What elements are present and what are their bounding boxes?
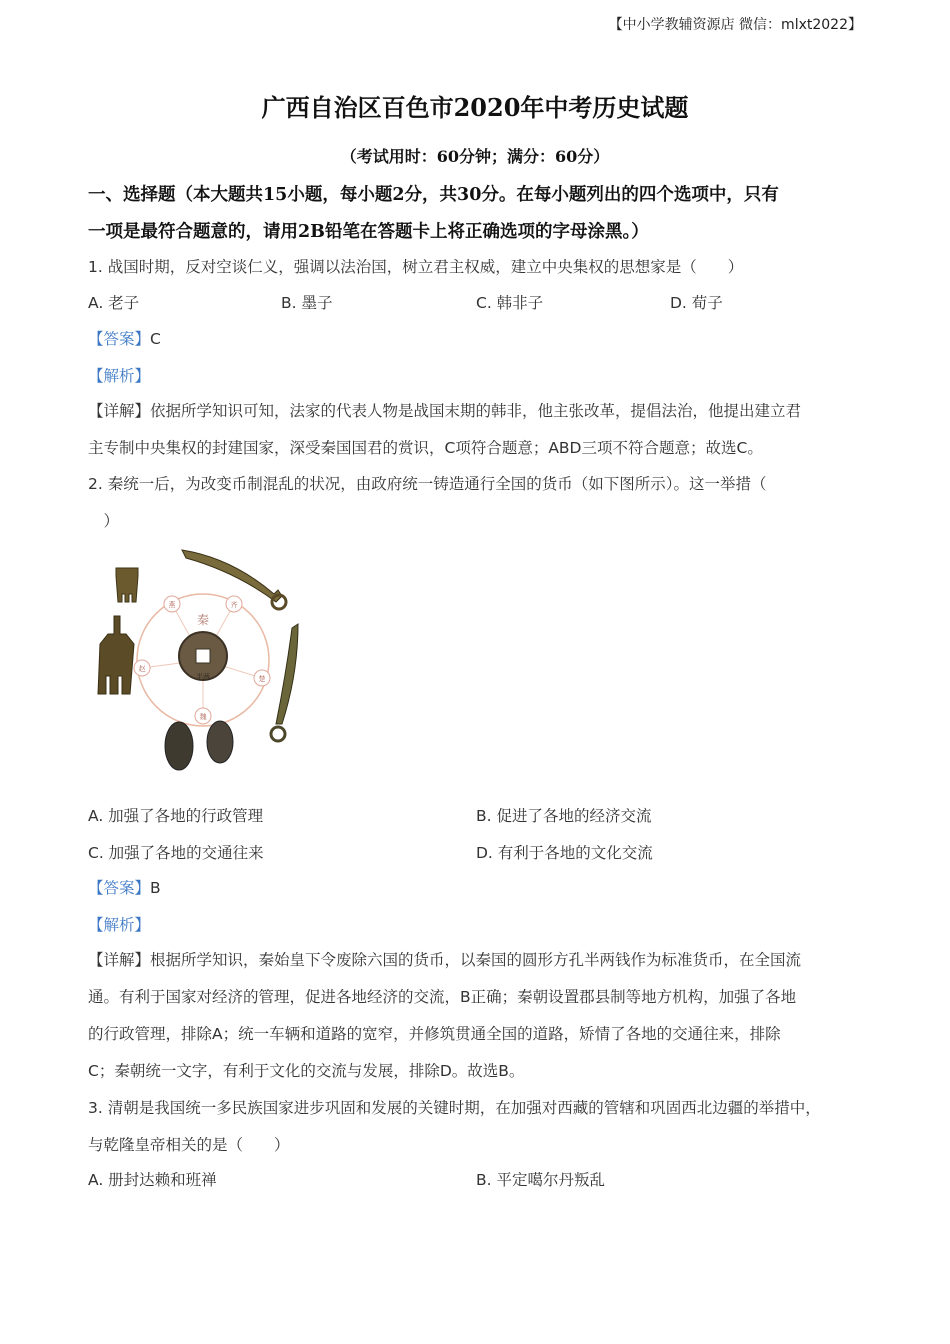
q2-analysis-label: 【解析】	[88, 916, 151, 934]
center-label: 秦	[196, 613, 210, 627]
question-2-text-line-2: ）	[88, 512, 120, 530]
coin-inscription: 半两	[196, 673, 210, 681]
answer-value: C	[150, 330, 161, 348]
spade-coin-icon	[98, 616, 134, 694]
q3-option-a: A. 册封达赖和班禅	[88, 1171, 217, 1189]
q2-option-d: D. 有利于各地的文化交流	[476, 844, 653, 862]
question-2-text-line-1: 2. 秦统一后，为改变币制混乱的状况，由政府统一铸造通行全国的货币（如下图所示）。这一举措（	[88, 475, 767, 493]
q3-option-b: B. 平定噶尔丹叛乱	[476, 1171, 605, 1189]
page-title: 广西自治区百色市2020年中考历史试题	[261, 93, 689, 122]
answer-value: B	[150, 879, 161, 897]
coin-unification-figure	[86, 544, 308, 776]
answer-label: 【答案】	[88, 879, 151, 897]
question-3-text-line-1: 3. 清朝是我国统一多民族国家进步巩固和发展的关键时期，在加强对西藏的管辖和巩固西北边疆的举措中，	[88, 1099, 821, 1117]
node-label: 赵	[138, 665, 146, 673]
exam-info: （考试用时：60分钟；满分：60分）	[340, 147, 610, 166]
q2-detail-line-1: 【详解】根据所学知识，秦始皇下令废除六国的货币，以秦国的圆形方孔半两钱作为标准货币，在全国流	[88, 951, 802, 969]
shell-coin-icon	[165, 722, 193, 770]
knife-ring-icon	[271, 727, 285, 741]
q1-option-a: A. 老子	[88, 294, 140, 312]
q1-detail-line-1: 【详解】依据所学知识可知，法家的代表人物是战国末期的韩非，他主张改革，提倡法治，他提出建立君	[88, 402, 802, 420]
q1-detail-line-2: 主专制中央集权的封建国家，深受秦国国君的赏识，C项符合题意；ABD三项不符合题意；故选C。	[88, 439, 763, 457]
q2-detail-line-2: 通。有利于国家对经济的管理，促进各地经济的交流，B正确；秦朝设置郡县制等地方机构，加强了各地	[88, 988, 797, 1006]
section-heading-line-1: 一、选择题（本大题共15小题，每小题2分，共30分。在每小题列出的四个选项中，只有	[88, 185, 779, 205]
answer-label: 【答案】	[88, 330, 151, 348]
node-label: 燕	[168, 601, 176, 609]
q1-answer	[88, 327, 161, 349]
q2-answer	[88, 876, 161, 898]
q1-option-b: B. 墨子	[281, 294, 333, 312]
q2-option-c: C. 加强了各地的交通往来	[88, 844, 264, 862]
shell-coin-icon	[207, 721, 233, 763]
watermark: 【中小学教辅资源店 微信：mlxt2022】	[608, 17, 862, 33]
q2-option-a: A. 加强了各地的行政管理	[88, 807, 264, 825]
q2-detail-line-3: 的行政管理，排除A；统一车辆和道路的宽窄，并修筑贯通全国的道路，矫情了各地的交通往来，排除	[88, 1025, 781, 1043]
square-hole	[196, 649, 210, 663]
node-label: 楚	[258, 675, 266, 683]
section-heading-line-2: 一项是最符合题意的，请用2B铅笔在答题卡上将正确选项的字母涂黑。）	[88, 222, 649, 242]
q1-analysis-label: 【解析】	[88, 367, 151, 385]
question-3-text-line-2: 与乾隆皇帝相关的是（ ）	[88, 1136, 290, 1154]
node-label: 魏	[199, 713, 207, 721]
q1-option-d: D. 荀子	[670, 294, 723, 312]
knife-coin-icon	[276, 624, 298, 724]
q1-option-c: C. 韩非子	[476, 294, 544, 312]
spade-coin-icon	[116, 568, 138, 602]
node-label: 齐	[230, 601, 238, 609]
question-1-text: 1. 战国时期，反对空谈仁义，强调以法治国，树立君主权威，建立中央集权的思想家是（ ）	[88, 258, 744, 276]
q2-detail-line-4: C；秦朝统一文字，有利于文化的交流与发展，排除D。故选B。	[88, 1062, 525, 1080]
q2-option-b: B. 促进了各地的经济交流	[476, 807, 652, 825]
